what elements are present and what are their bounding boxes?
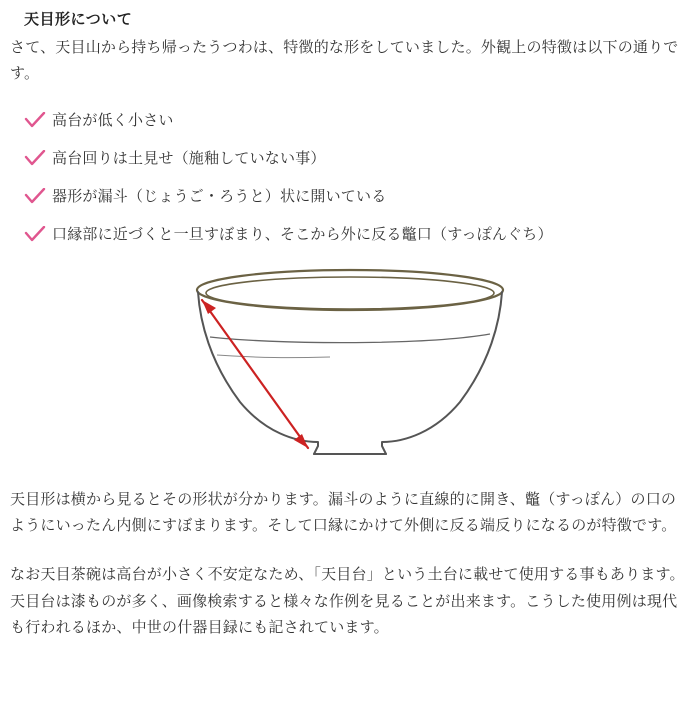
check-icon xyxy=(24,188,46,206)
list-item xyxy=(24,110,690,131)
list-item-label: 高台回りは土見せ（施釉していない事） xyxy=(52,149,326,167)
tenmoku-bowl-figure xyxy=(10,262,690,477)
paragraph-2: なお天目茶碗は高台が小さく不安定なため、「天目台」という土台に載せて使用する事もあります。天目台は漆ものが多く、画像検索すると様々な作例を見ることが出来ます。こうした使用例は現代も行われるほか、中世の什器目録にも記されています。 xyxy=(10,565,685,637)
feature-list xyxy=(10,110,690,245)
list-item-label: 器形が漏斗（じょうご・ろうと）状に開いている xyxy=(52,187,387,205)
check-icon xyxy=(24,112,46,130)
measure-arrow-icon xyxy=(202,300,308,448)
check-icon xyxy=(24,226,46,244)
list-item-label: 高台が低く小さい xyxy=(52,111,174,129)
page-title: 天目形について xyxy=(24,11,133,28)
intro-paragraph: さて、天目山から持ち帰ったうつわは、特徴的な形をしていました。外観上の特徴は以下の通りです。 xyxy=(10,39,679,83)
list-item-label: 口縁部に近づくと一旦すぼまり、そこから外に反る鼈口（すっぽんぐち） xyxy=(52,225,553,243)
list-item xyxy=(24,186,690,207)
paragraph-1: 天目形は横から見るとその形状が分かります。漏斗のように直線的に開き、鼈（すっぽん）の口のようにいったん内側にすぼまります。そして口縁にかけて外側に反る端反りになるのが特徴です。 xyxy=(10,490,677,535)
list-item xyxy=(24,148,690,169)
list-item xyxy=(24,224,690,245)
check-icon xyxy=(24,150,46,168)
body-paragraphs xyxy=(10,487,690,642)
